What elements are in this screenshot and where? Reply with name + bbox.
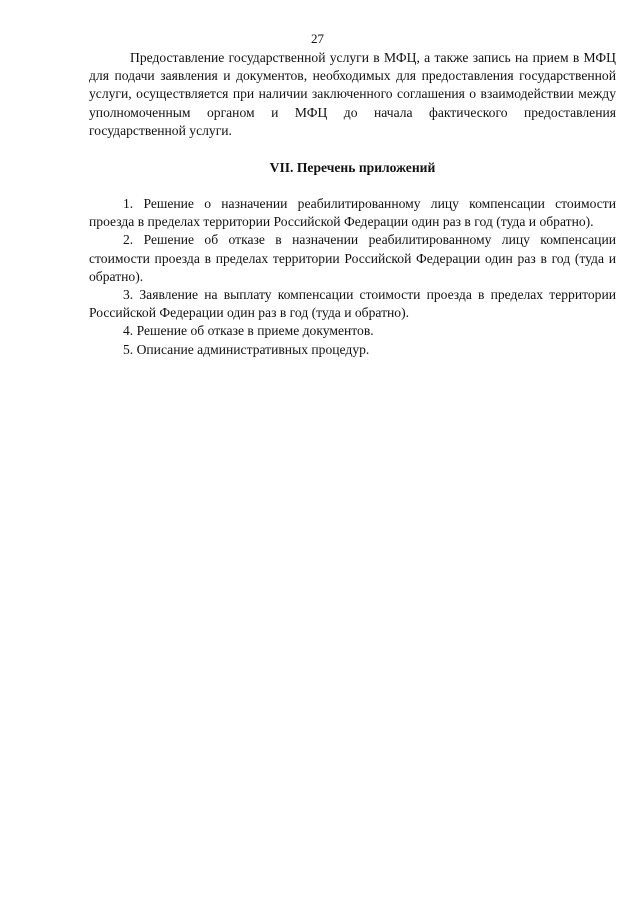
appendix-list — [89, 195, 616, 359]
appendix-item-5: 5. Описание административных процедур. — [123, 341, 370, 357]
page-content — [89, 49, 616, 359]
page-number: 27 — [311, 31, 324, 46]
appendix-item-4: 4. Решение об отказе в приеме документов. — [123, 323, 374, 339]
appendix-item-1: 1. Решение о назначении реабилитированному лицу компенсации стоимости проезда в пределах территории Российской Федерации один раз в год (туда и обратно). — [89, 196, 616, 230]
appendix-item-3: 3. Заявление на выплату компенсации стоимости проезда в пределах территории Российской Федерации один раз в год (туда и обратно). — [89, 287, 616, 321]
appendix-item-2: 2. Решение об отказе в назначении реабилитированному лицу компенсации стоимости проезда в пределах территории Российской Федерации один раз в год (туда и обратно). — [89, 232, 616, 284]
intro-paragraph: Предоставление государственной услуги в МФЦ, а также запись на прием в МФЦ для подачи заявления и документов, необходимых для предоставления государственной услуги, осуществляется при наличии заключенного соглашения о взаимодействии между уполномоченным органом и МФЦ до начала фактического предоставления государственной услуги. — [89, 50, 616, 138]
section-title: VII. Перечень приложений — [269, 160, 436, 176]
